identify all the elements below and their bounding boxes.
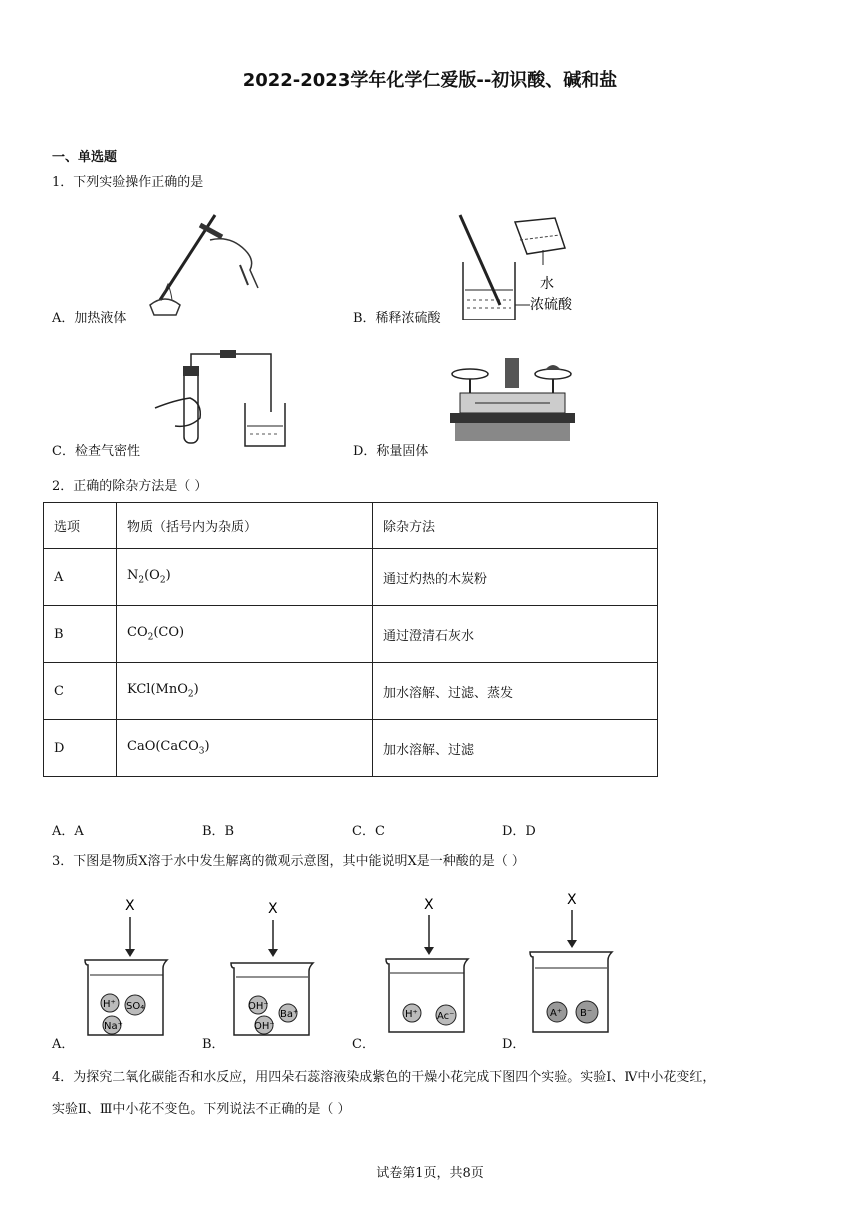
table-row xyxy=(44,606,658,663)
beaker-b-figure xyxy=(228,895,328,1045)
q3-option-a[interactable]: A． xyxy=(52,1037,75,1052)
svg-text:H⁺: H⁺ xyxy=(103,999,116,1010)
svg-text:Na⁺: Na⁺ xyxy=(104,1021,123,1032)
row-option: B xyxy=(44,606,117,663)
q1-option-a[interactable]: A．加热液体 xyxy=(52,311,127,326)
svg-text:Ac⁻: Ac⁻ xyxy=(437,1011,455,1022)
table-header-row xyxy=(44,503,658,549)
question-4-line-2: 实验Ⅱ、Ⅲ中小花不变色。下列说法不正确的是（ ） xyxy=(52,1102,351,1117)
beaker-c-figure xyxy=(382,895,482,1045)
page-title: 2022-2023学年化学仁爱版--初识酸、碱和盐 xyxy=(242,70,618,91)
q2-option-d[interactable]: D．D xyxy=(502,824,536,839)
question-2-stem: 2．正确的除杂方法是（ ） xyxy=(52,479,208,494)
dilute-acid-figure xyxy=(455,210,585,320)
q1-option-b[interactable]: B．稀释浓硫酸 xyxy=(353,311,441,326)
table-row xyxy=(44,720,658,777)
row-substance: $CO_2(CO)$ xyxy=(117,606,373,663)
row-method: 通过灼热的木炭粉 xyxy=(373,549,658,606)
table-row xyxy=(44,663,658,720)
label-water: 水 xyxy=(540,276,554,292)
row-substance: KCl(MnO$_2$) xyxy=(117,663,373,720)
beaker-a-figure xyxy=(80,895,180,1045)
q3-option-b[interactable]: B． xyxy=(202,1037,225,1052)
balance-figure xyxy=(450,358,575,443)
row-option: D xyxy=(44,720,117,777)
q1-option-d[interactable]: D．称量固体 xyxy=(353,444,429,459)
x-label: X xyxy=(424,897,434,913)
row-option: C xyxy=(44,663,117,720)
q2-option-b[interactable]: B．B xyxy=(202,824,235,839)
svg-text:Ba⁺: Ba⁺ xyxy=(280,1009,299,1020)
airtightness-figure xyxy=(150,348,295,448)
x-label: X xyxy=(125,898,135,914)
question-1-stem: 1．下列实验操作正确的是 xyxy=(52,175,204,190)
label-conc-sulfuric: 浓硫酸 xyxy=(530,297,572,313)
impurity-table xyxy=(43,502,658,777)
row-substance: CaO(CaCO$_3$) xyxy=(117,720,373,777)
header-substance: 物质（括号内为杂质） xyxy=(117,503,373,549)
svg-text:A⁺: A⁺ xyxy=(550,1008,563,1019)
svg-text:SO₄: SO₄ xyxy=(126,1001,145,1012)
row-option: A xyxy=(44,549,117,606)
q2-option-a[interactable]: A．A xyxy=(52,824,84,839)
question-3-stem: 3．下图是物质X溶于水中发生解离的微观示意图，其中能说明X是一种酸的是（ ） xyxy=(52,854,525,869)
row-method: 加水溶解、过滤 xyxy=(373,720,658,777)
row-substance: $N_2(O_2)$ xyxy=(117,549,373,606)
row-method: 加水溶解、过滤、蒸发 xyxy=(373,663,658,720)
svg-text:B⁻: B⁻ xyxy=(580,1008,593,1019)
q2-option-c[interactable]: C．C xyxy=(352,824,385,839)
x-label: X xyxy=(567,892,577,908)
svg-text:OH⁻: OH⁻ xyxy=(254,1021,275,1032)
svg-text:H⁺: H⁺ xyxy=(405,1009,418,1020)
header-method: 除杂方法 xyxy=(373,503,658,549)
row-method: 通过澄清石灰水 xyxy=(373,606,658,663)
table-row xyxy=(44,549,658,606)
beaker-d-figure xyxy=(525,888,625,1038)
svg-text:OH⁻: OH⁻ xyxy=(248,1001,269,1012)
x-label: X xyxy=(268,901,278,917)
q3-option-c[interactable]: C． xyxy=(352,1037,375,1052)
section-heading: 一、单选题 xyxy=(52,150,118,165)
question-4-line-1: 4．为探究二氧化碳能否和水反应，用四朵石蕊溶液染成紫色的干燥小花完成下图四个实验。实验Ⅰ、Ⅳ中小花变红， xyxy=(52,1070,716,1085)
page-footer: 试卷第1页，共8页 xyxy=(376,1166,484,1181)
q1-option-c[interactable]: C．检查气密性 xyxy=(52,444,140,459)
q3-option-d[interactable]: D． xyxy=(502,1037,526,1052)
header-option: 选项 xyxy=(44,503,117,549)
heating-liquid-figure xyxy=(140,205,270,325)
